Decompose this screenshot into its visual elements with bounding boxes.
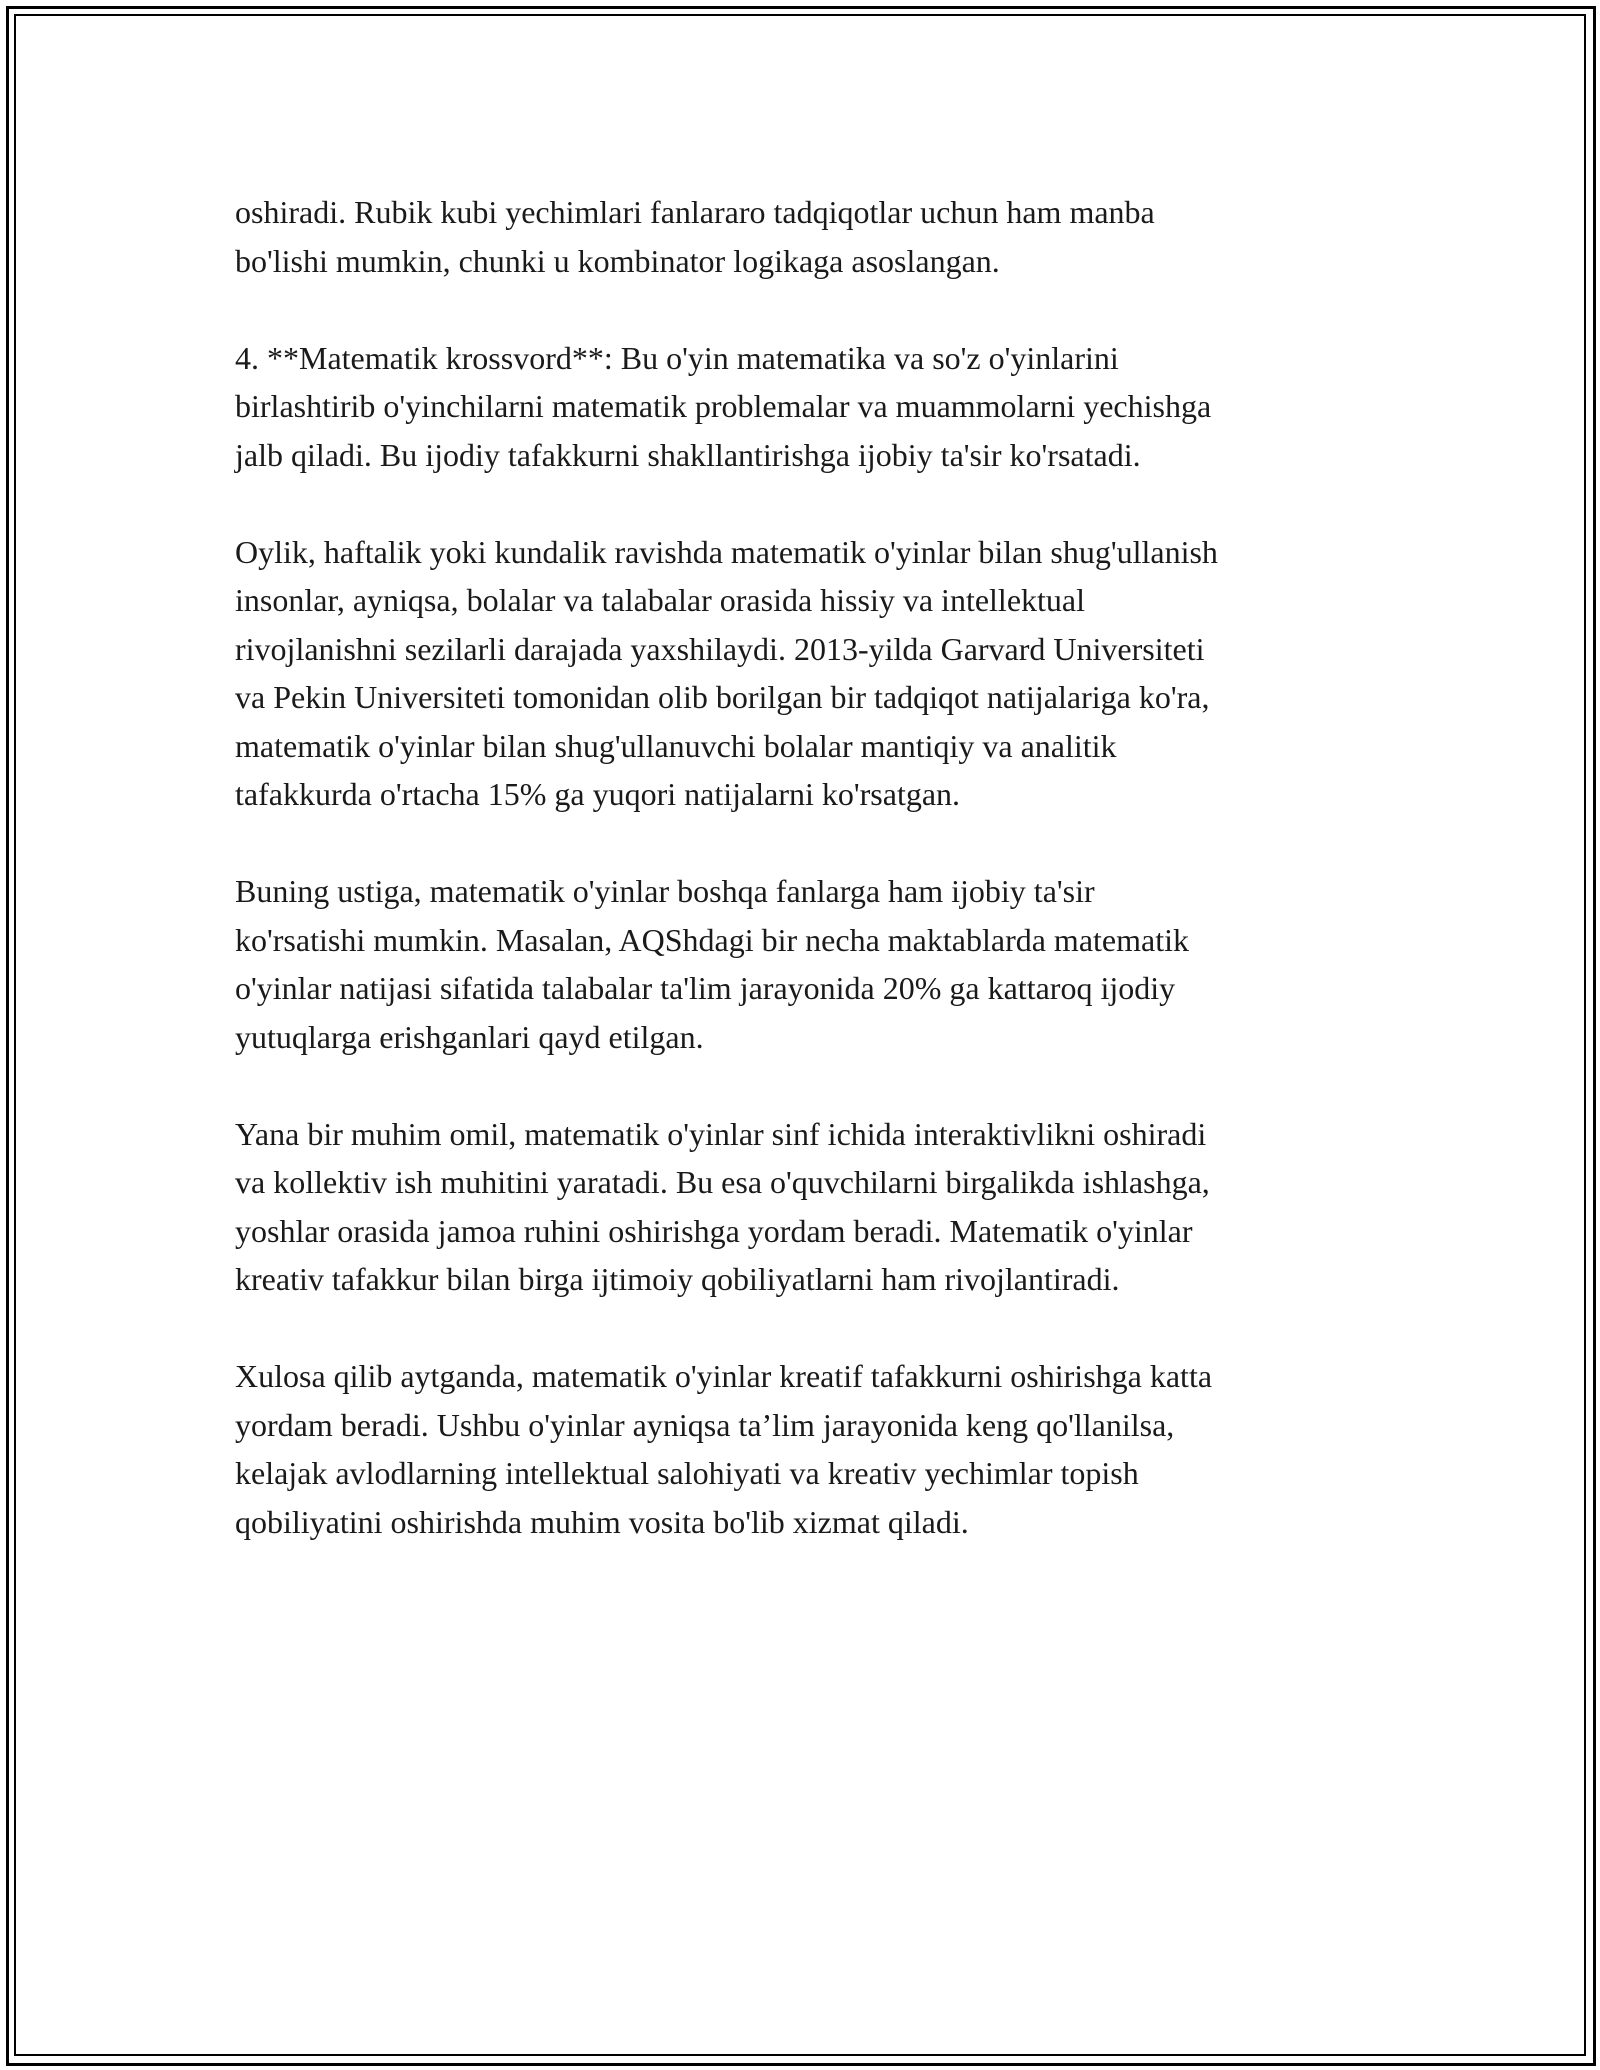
paragraph-interactivity: Yana bir muhim omil, matematik o'yinlar sinf ichida interaktivlikni oshiradi va kollektiv ish muhitini yaratadi. Bu esa o'quvchilarni birgalikda ishlashga, yoshlar orasida jamoa ruhini oshirishga yordam beradi. Matematik o'yinlar kreativ tafakkur bilan birga ijtimoiy qobiliyatlarni ham rivojlantiradi. bbox=[235, 1115, 1210, 1297]
paragraph-regular-practice: Oylik, haftalik yoki kundalik ravishda matematik o'yinlar bilan shug'ullanish insonlar, ayniqsa, bolalar va talabalar orasida hissiy va intellektual rivojlanishni sezilarli darajada yaxshilaydi. 2013-yilda Garvard Universiteti va Pekin Universiteti tomonidan olib borilgan bir tadqiqot natijalariga ko'ra, matematik o'yinlar bilan shug'ullanuvchi bolalar mantiqiy va analitik tafakkurda o'rtacha 15% ga yuqori natijalarni ko'rsatgan. bbox=[235, 533, 1218, 812]
document-body bbox=[235, 188, 1385, 1595]
paragraph-math-crossword: 4. **Matematik krossvord**: Bu o'yin matematika va so'z o'yinlarini birlashtirib o'yinchilarni matematik problemalar va muammolarni yechishga jalb qiladi. Bu ijodiy tafakkurni shakllantirishga ijobiy ta'sir ko'rsatadi. bbox=[235, 339, 1212, 473]
paragraph-conclusion: Xulosa qilib aytganda, matematik o'yinlar kreatif tafakkurni oshirishga katta yordam beradi. Ushbu o'yinlar ayniqsa ta’lim jarayonida keng qo'llanilsa, kelajak avlodlarning intellektual salohiyati va kreativ yechimlar topish qobiliyatini oshirishda muhim vosita bo'lib xizmat qiladi. bbox=[235, 1358, 1213, 1540]
paragraph-other-subjects: Buning ustiga, matematik o'yinlar boshqa fanlarga ham ijobiy ta'sir ko'rsatishi mumkin. Masalan, AQShdagi bir necha maktablarda matematik o'yinlar natijasi sifatida talabalar ta'lim jarayonida 20% ga kattaroq ijodiy yutuqlarga erishganlari qayd etilgan. bbox=[235, 873, 1189, 1055]
paragraph-rubik-continuation: oshiradi. Rubik kubi yechimlari fanlararo tadqiqotlar uchun ham manba bo'lishi mumkin, chunki u kombinator logikaga asoslangan. bbox=[235, 194, 1155, 279]
